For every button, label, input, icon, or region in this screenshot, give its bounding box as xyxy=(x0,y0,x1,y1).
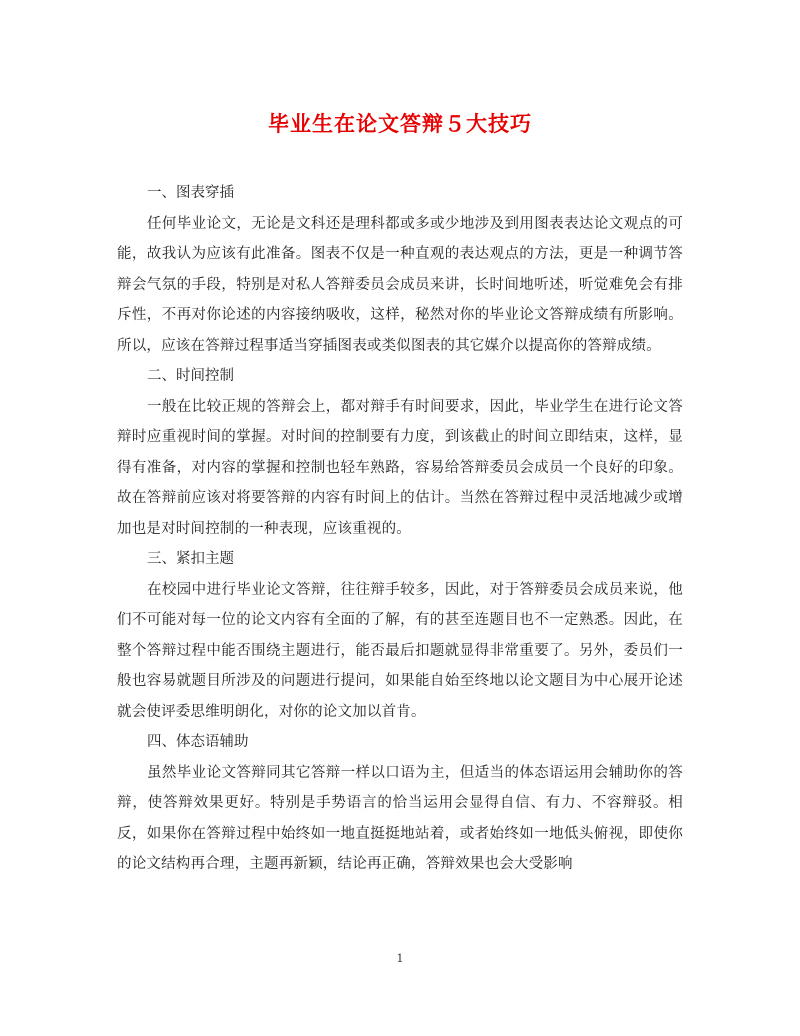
section-time-control xyxy=(117,361,683,544)
document-title: 毕业生在论文答辩５大技巧 xyxy=(268,111,532,136)
section-paragraph: 任何毕业论文，无论是文科还是理科都或多或少地涉及到用图表表达论文观点的可能，故我认为应该有此准备。图表不仅是一种直观的表达观点的方法，更是一种调节答辩会气氛的手段，特别是对私人答辩委员会成员来讲，长时间地听述，听觉难免会有排斥性，不再对你论述的内容接纳吸收，这样，秘然对你的毕业论文答辩成绩有所影响。所以，应该在答辩过程事适当穿插图表或类似图表的其它媒介以提高你的答辩成绩。 xyxy=(117,215,683,354)
section-paragraph: 在校园中进行毕业论文答辩，往往辩手较多，因此，对于答辩委员会成员来说，他们不可能对每一位的论文内容有全面的了解，有的甚至连题目也不一定熟悉。因此，在整个答辩过程中能否围绕主题进行，能否最后扣题就显得非常重要了。另外，委员们一般也容易就题目所涉及的问题进行提问，如果能自始至终地以论文题目为中心展开论述就会使评委思维明朗化，对你的论文加以首肯。 xyxy=(117,581,683,720)
section-heading: 四、体态语辅助 xyxy=(147,734,249,750)
section-stay-on-topic xyxy=(117,544,683,727)
document-body xyxy=(117,178,683,880)
section-heading: 三、紧扣主题 xyxy=(147,551,234,567)
section-chart-interleave xyxy=(117,178,683,361)
section-paragraph: 虽然毕业论文答辩同其它答辩一样以口语为主，但适当的体态语运用会辅助你的答辩，使答辩效果更好。特别是手势语言的恰当运用会显得自信、有力、不容辩驳。相反，如果你在答辩过程中始终如一地直挺挺地站着，或者始终如一地低头俯视，即使你的论文结构再合理，主题再新颖，结论再正确，答辩效果也会大受影响 xyxy=(117,764,683,872)
section-body-language xyxy=(117,727,683,880)
section-paragraph: 一般在比较正规的答辩会上，都对辩手有时间要求，因此，毕业学生在进行论文答辩时应重视时间的掌握。对时间的控制要有力度，到该截止的时间立即结束，这样，显得有准备，对内容的掌握和控制也轻车熟路，容易给答辩委员会成员一个良好的印象。故在答辩前应该对将要答辩的内容有时间上的估计。当然在答辩过程中灵活地减少或增加也是对时间控制的一种表现，应该重视的。 xyxy=(117,398,683,537)
page-number: 1 xyxy=(396,952,404,965)
section-heading: 一、图表穿插 xyxy=(147,185,234,201)
section-heading: 二、时间控制 xyxy=(147,368,234,384)
